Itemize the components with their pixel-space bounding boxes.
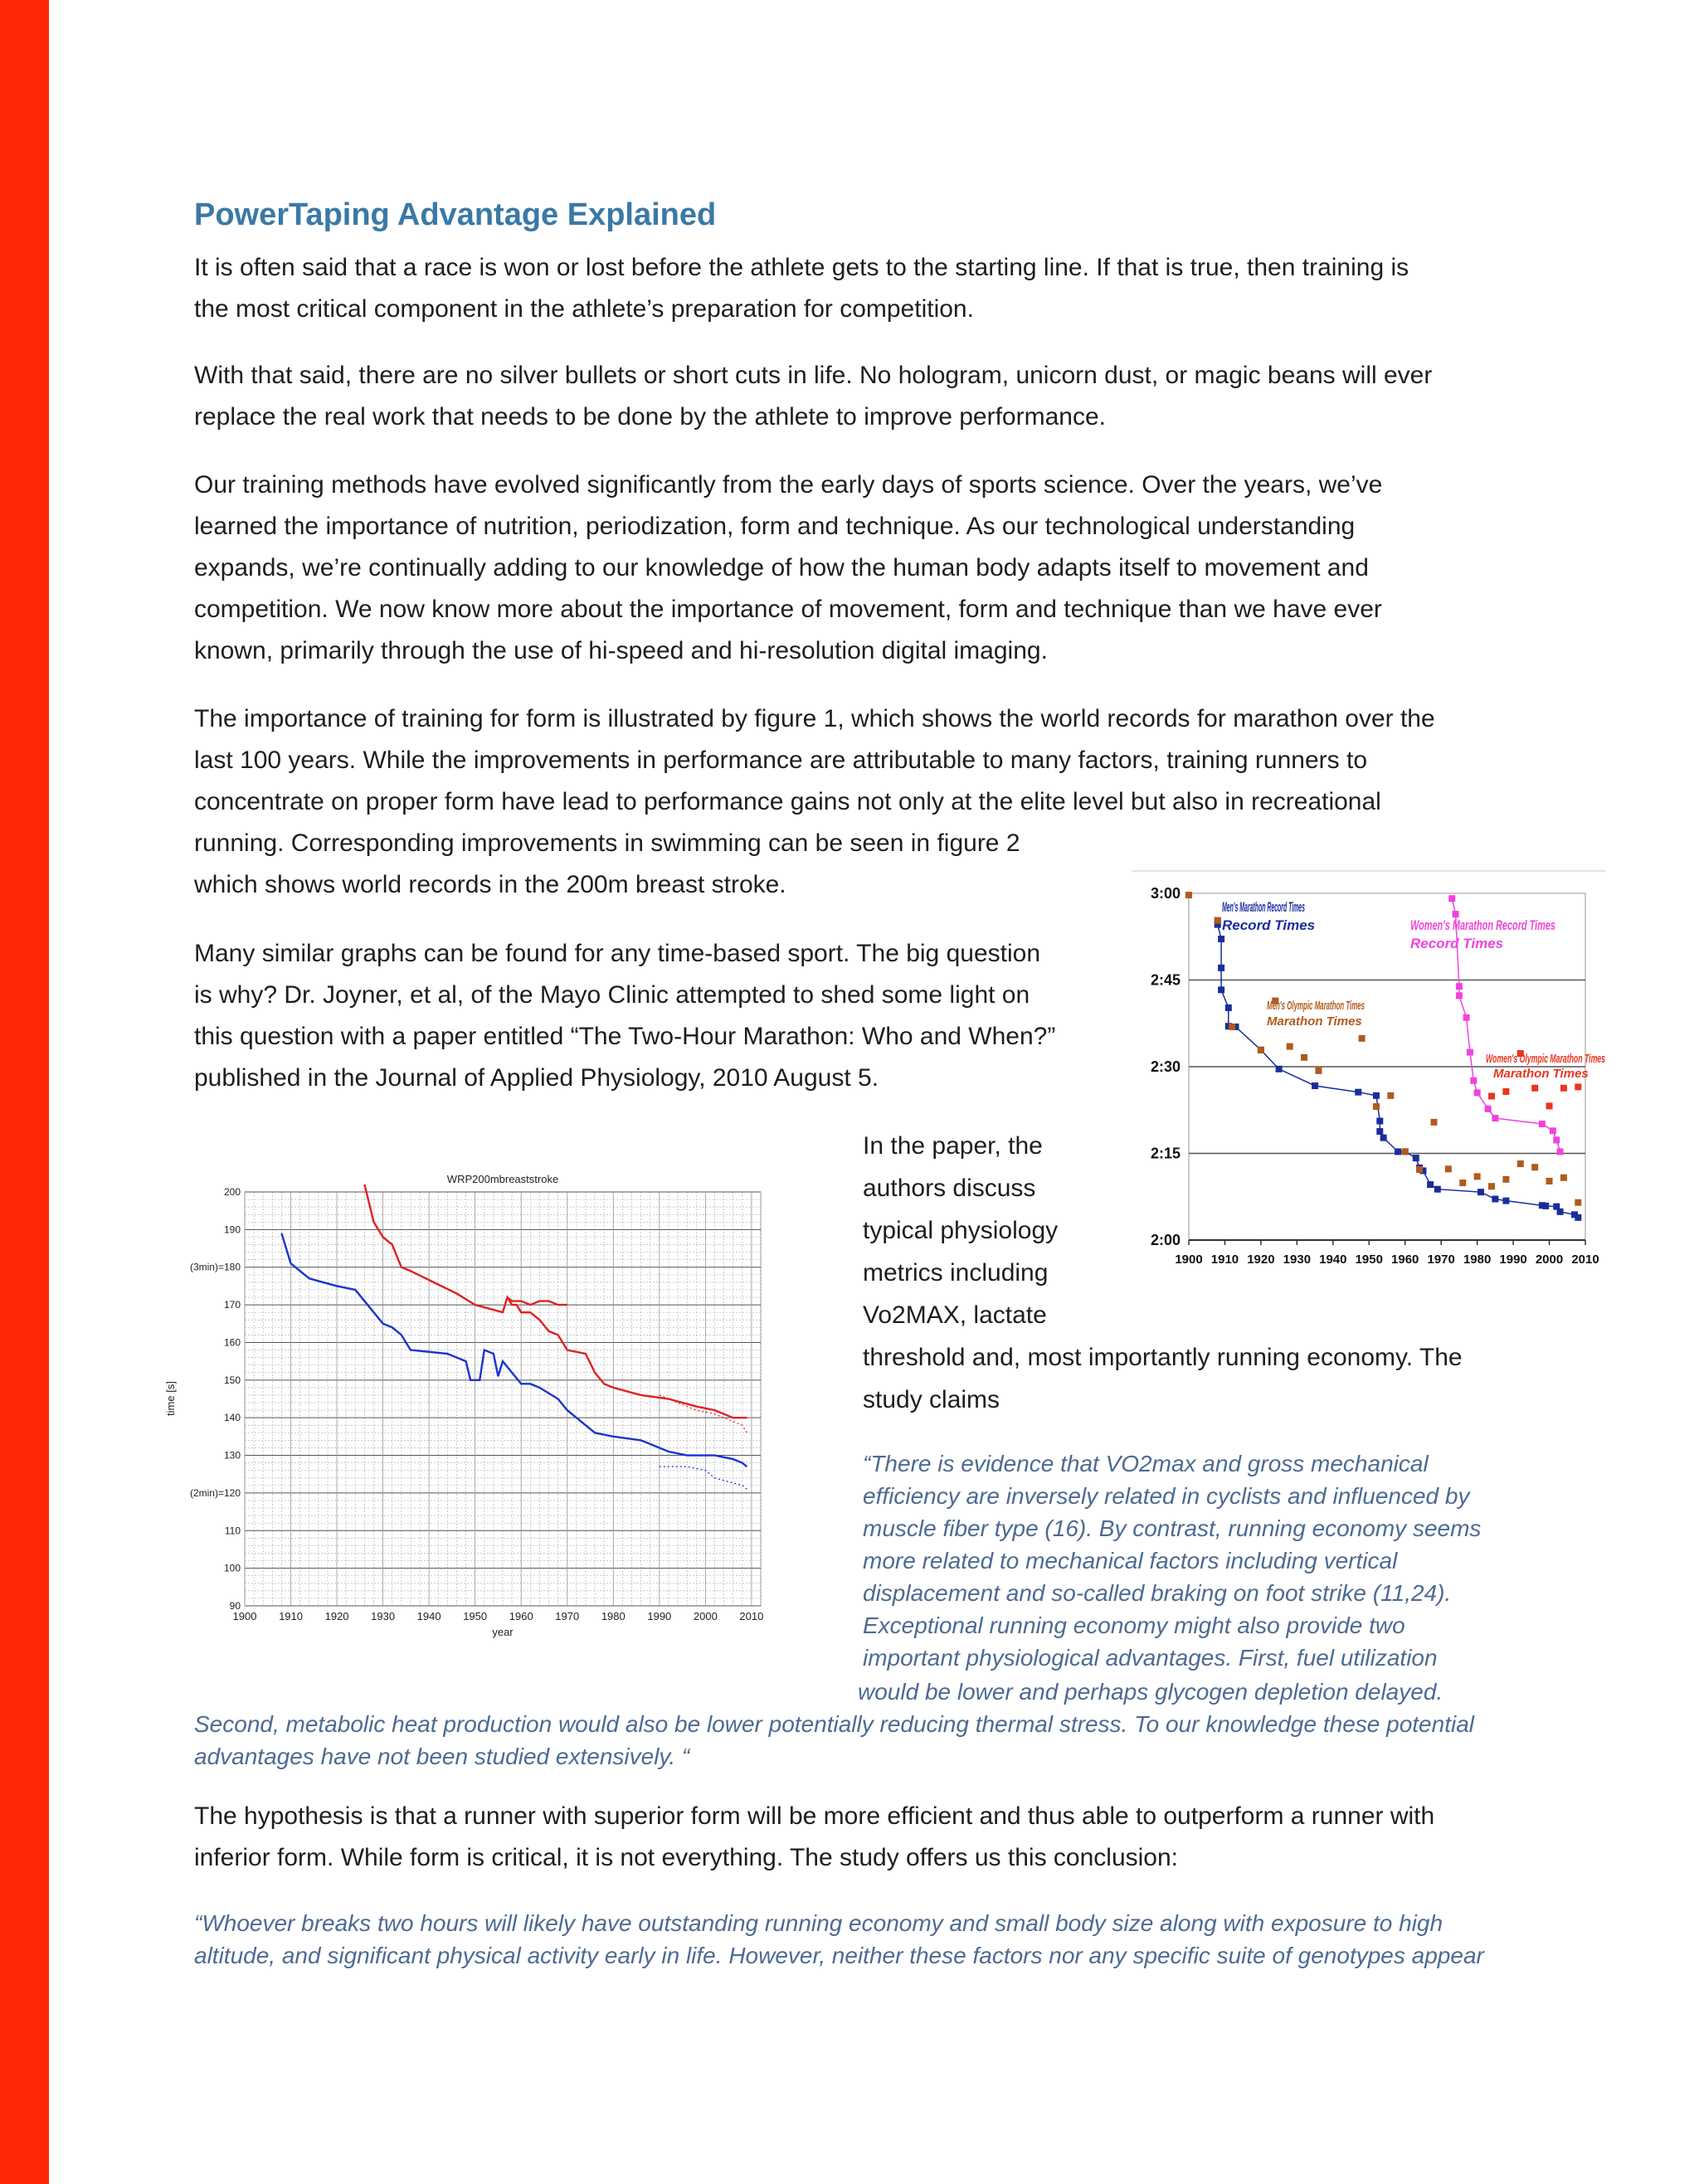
x-tick-label: 1910 bbox=[279, 1610, 303, 1622]
text-line: The hypothesis is that a runner with superior form will be more efficient and thus able to outperform a runner with bbox=[194, 1802, 1435, 1830]
data-point bbox=[1531, 1164, 1538, 1170]
legend-mens-record-l1: Men's Marathon Record Times bbox=[1222, 899, 1305, 915]
text-line: authors discuss bbox=[863, 1175, 1036, 1202]
quote-line: “There is evidence that VO2max and gross mechanical bbox=[863, 1451, 1429, 1476]
legend-womens-record: Women's Marathon Record Times bbox=[1410, 917, 1555, 933]
x-tick-label: 2000 bbox=[693, 1610, 718, 1622]
y-tick-labels bbox=[190, 1186, 241, 1612]
y-tick-label: 2:30 bbox=[1150, 1058, 1181, 1075]
y-tick-label: 100 bbox=[223, 1562, 241, 1574]
quote-line: Second, metabolic heat production would also be lower potentially reducing thermal stress. To our knowledge these potential bbox=[194, 1711, 1474, 1737]
y-tick-label: (3min)=180 bbox=[189, 1261, 241, 1273]
data-point bbox=[1488, 1093, 1495, 1100]
data-point bbox=[1557, 1148, 1564, 1155]
x-tick-label: 1950 bbox=[463, 1610, 488, 1622]
x-tick-label: 1940 bbox=[1319, 1253, 1347, 1267]
data-point bbox=[1413, 1155, 1419, 1161]
text-line: In the paper, the bbox=[863, 1132, 1043, 1160]
x-tick-label: 2010 bbox=[1571, 1253, 1599, 1267]
data-point bbox=[1517, 1160, 1524, 1167]
text-line: metrics including bbox=[863, 1259, 1049, 1287]
x-tick-label: 1990 bbox=[647, 1610, 672, 1622]
x-axis-label: year bbox=[492, 1626, 514, 1638]
data-point bbox=[1463, 1014, 1470, 1021]
data-point bbox=[1492, 1115, 1498, 1121]
data-point bbox=[1387, 1092, 1394, 1099]
y-tick-label: (2min)=120 bbox=[189, 1486, 241, 1499]
data-point bbox=[1373, 1092, 1380, 1099]
data-point bbox=[1502, 1176, 1509, 1183]
data-point bbox=[1456, 992, 1463, 999]
y-tick-labels bbox=[1151, 885, 1181, 1248]
text-line: published in the Journal of Applied Physiology, 2010 August 5. bbox=[194, 1064, 879, 1092]
quote-line: muscle fiber type (16). By contrast, running economy seems bbox=[863, 1515, 1482, 1541]
data-point bbox=[1315, 1068, 1322, 1074]
x-tick-label: 1960 bbox=[509, 1610, 533, 1622]
legend-mens-olympic-l2: Marathon Times bbox=[1267, 1014, 1362, 1029]
legend-womens-record-l2: Record Times bbox=[1410, 936, 1504, 951]
data-point bbox=[1546, 1178, 1553, 1184]
text-line: last 100 years. While the improvements in performance are attributable to many factors, training runners to bbox=[194, 747, 1367, 774]
x-tick-label: 1930 bbox=[1283, 1253, 1312, 1267]
data-point bbox=[1185, 892, 1192, 898]
data-point bbox=[1560, 1175, 1567, 1181]
paragraph-silver-bullets bbox=[194, 355, 1432, 438]
y-axis-label: time [s] bbox=[164, 1381, 177, 1416]
data-point bbox=[1218, 936, 1224, 942]
data-point bbox=[1488, 1183, 1495, 1189]
data-point bbox=[1355, 1089, 1361, 1096]
data-point bbox=[1456, 983, 1463, 990]
data-point bbox=[1575, 1214, 1581, 1221]
data-point bbox=[1215, 917, 1221, 924]
text-line: replace the real work that needs to be done by the athlete to improve performance. bbox=[194, 403, 1106, 430]
x-tick-label: 1940 bbox=[416, 1610, 441, 1622]
data-point bbox=[1258, 1047, 1264, 1053]
x-tick-labels bbox=[1175, 1253, 1599, 1267]
text-line: It is often said that a race is won or lost before the athlete gets to the starting line. If that is true, then training is bbox=[194, 254, 1409, 281]
data-point bbox=[1430, 1119, 1437, 1126]
data-point bbox=[1287, 1043, 1293, 1050]
data-point bbox=[1395, 1148, 1401, 1155]
data-point bbox=[1376, 1128, 1383, 1135]
x-tick-label: 1920 bbox=[324, 1610, 349, 1622]
x-tick-labels bbox=[233, 1610, 764, 1622]
data-point bbox=[1276, 1066, 1283, 1073]
marathon-records-chart bbox=[1132, 867, 1605, 1282]
text-line: typical physiology bbox=[863, 1217, 1059, 1244]
breaststroke-records-chart bbox=[158, 1161, 788, 1659]
quote-line: Exceptional running economy might also provide two bbox=[863, 1612, 1405, 1638]
quote-line: efficiency are inversely related in cyclists and influenced by bbox=[863, 1483, 1470, 1509]
y-tick-label: 2:00 bbox=[1150, 1232, 1181, 1248]
x-tick-label: 1970 bbox=[555, 1610, 580, 1622]
y-tick-label: 2:15 bbox=[1150, 1145, 1181, 1162]
x-tick-label: 1970 bbox=[1427, 1253, 1455, 1267]
text-line: threshold and, most importantly running economy. The bbox=[863, 1344, 1463, 1371]
y-tick-label: 90 bbox=[229, 1600, 241, 1612]
y-tick-label: 2:45 bbox=[1150, 971, 1181, 989]
x-tick-label: 1980 bbox=[1463, 1253, 1492, 1267]
accent-sidebar bbox=[0, 0, 49, 2184]
data-point bbox=[1376, 1117, 1383, 1124]
data-point bbox=[1445, 1165, 1452, 1172]
y-tick-label: 3:00 bbox=[1150, 885, 1181, 902]
text-line: Vo2MAX, lactate bbox=[863, 1301, 1047, 1329]
x-tick-label: 1920 bbox=[1247, 1253, 1275, 1267]
y-tick-label: 160 bbox=[223, 1336, 241, 1349]
text-line: the most critical component in the athlete’s preparation for competition. bbox=[194, 295, 974, 323]
legend-womens-olympic-l2: Marathon Times bbox=[1493, 1067, 1589, 1081]
data-point bbox=[1553, 1136, 1560, 1143]
x-tick-label: 1900 bbox=[1175, 1253, 1203, 1267]
x-tick-label: 1950 bbox=[1355, 1253, 1383, 1267]
data-point bbox=[1542, 1203, 1549, 1209]
legend-mens-olympic: Men's Olympic Marathon Times bbox=[1267, 999, 1365, 1013]
data-point bbox=[1380, 1135, 1387, 1141]
quote-line: would be lower and perhaps glycogen depletion delayed. bbox=[858, 1679, 1443, 1705]
x-tick-label: 2000 bbox=[1535, 1253, 1564, 1267]
data-point bbox=[1402, 1148, 1409, 1155]
data-point bbox=[1531, 1085, 1538, 1092]
data-point bbox=[1301, 1054, 1307, 1061]
data-point bbox=[1434, 1186, 1441, 1193]
data-point bbox=[1359, 1035, 1366, 1042]
data-point bbox=[1575, 1199, 1581, 1206]
x-tick-label: 1900 bbox=[232, 1610, 257, 1622]
data-point bbox=[1373, 1103, 1380, 1110]
data-point bbox=[1470, 1077, 1477, 1084]
x-tick-label: 1990 bbox=[1499, 1253, 1527, 1267]
quote-line: displacement and so-called braking on foot strike (11,24). bbox=[863, 1580, 1452, 1606]
data-point bbox=[1474, 1089, 1481, 1096]
y-tick-label: 130 bbox=[223, 1449, 241, 1462]
data-point bbox=[1557, 1209, 1564, 1215]
data-point bbox=[1474, 1173, 1481, 1180]
data-point bbox=[1225, 1004, 1232, 1011]
quote-line: altitude, and significant physical activity early in life. However, neither these factors nor any specific suite of genotypes appear bbox=[194, 1943, 1484, 1968]
y-tick-label: 140 bbox=[223, 1412, 241, 1424]
text-line: inferior form. While form is critical, it is not everything. The study offers us this conclusion: bbox=[194, 1844, 1178, 1871]
y-tick-label: 110 bbox=[224, 1525, 241, 1537]
data-point bbox=[1550, 1127, 1556, 1134]
data-point bbox=[1492, 1196, 1498, 1203]
text-line: concentrate on proper form have lead to performance gains not only at the elite level but also in recreational bbox=[194, 788, 1381, 815]
x-tick-label: 2010 bbox=[739, 1610, 764, 1622]
conclusion-quote bbox=[194, 1907, 1484, 1972]
text-line: learned the importance of nutrition, periodization, form and technique. As our technological understanding bbox=[194, 513, 1356, 540]
paragraph-hypothesis bbox=[194, 1796, 1434, 1879]
y-tick-label: 170 bbox=[223, 1299, 241, 1311]
data-point bbox=[1502, 1088, 1509, 1095]
data-point bbox=[1448, 895, 1455, 902]
data-point bbox=[1502, 1198, 1509, 1204]
text-line: Our training methods have evolved significantly from the early days of sports science. Over the years, we’ve bbox=[194, 471, 1383, 499]
x-tick-label: 1980 bbox=[601, 1610, 626, 1622]
x-tick-label: 1960 bbox=[1391, 1253, 1419, 1267]
text-line: running. Corresponding improvements in swimming can be seen in figure 2 bbox=[194, 829, 1020, 857]
data-point bbox=[1477, 1189, 1484, 1195]
text-line: known, primarily through the use of hi-speed and hi-resolution digital imaging. bbox=[194, 637, 1048, 664]
text-line: study claims bbox=[863, 1386, 1000, 1413]
quote-line: important physiological advantages. First, fuel utilization bbox=[863, 1645, 1438, 1671]
text-line: Many similar graphs can be found for any time-based sport. The big question bbox=[194, 940, 1040, 967]
paragraph-training-methods bbox=[194, 465, 1382, 672]
text-line: The importance of training for form is illustrated by figure 1, which shows the world records for marathon over the bbox=[194, 705, 1435, 732]
data-point bbox=[1218, 965, 1224, 971]
data-point bbox=[1427, 1181, 1434, 1188]
text-line: this question with a paper entitled “The Two-Hour Marathon: Who and When?” bbox=[194, 1023, 1056, 1050]
text-line: expands, we’re continually adding to our knowledge of how the human body adapts itself to movement and bbox=[194, 554, 1369, 581]
quote-line: advantages have not been studied extensively. “ bbox=[194, 1744, 690, 1769]
x-tick-label: 1930 bbox=[371, 1610, 396, 1622]
text-line: which shows world records in the 200m breast stroke. bbox=[194, 871, 786, 898]
data-point bbox=[1485, 1106, 1492, 1112]
data-point bbox=[1218, 986, 1224, 993]
quote-line: “Whoever breaks two hours will likely have outstanding running economy and small body size along with exposure to high bbox=[194, 1910, 1443, 1936]
legend-mens-record-l2: Record Times bbox=[1222, 917, 1316, 933]
data-point bbox=[1546, 1102, 1553, 1109]
chart-title: WRP200mbreaststroke bbox=[446, 1173, 559, 1185]
y-tick-label: 200 bbox=[223, 1186, 241, 1198]
quote-line: more related to mechanical factors including vertical bbox=[863, 1548, 1398, 1574]
text-line: competition. We now know more about the importance of movement, form and technique than we have ever bbox=[194, 596, 1382, 623]
legend-womens-olympic: Women's Olympic Marathon Times bbox=[1486, 1052, 1605, 1066]
data-point bbox=[1416, 1166, 1423, 1173]
paragraph-big-question bbox=[194, 933, 1055, 1099]
data-point bbox=[1453, 911, 1459, 917]
data-point bbox=[1575, 1083, 1581, 1090]
text-line: is why? Dr. Joyner, et al, of the Mayo Clinic attempted to shed some light on bbox=[194, 981, 1030, 1009]
data-point bbox=[1467, 1049, 1473, 1056]
page-title: PowerTaping Advantage Explained bbox=[194, 197, 717, 232]
data-point bbox=[1459, 1180, 1466, 1186]
text-line: With that said, there are no silver bullets or short cuts in life. No hologram, unicorn dust, or magic beans will ever bbox=[194, 362, 1433, 389]
y-tick-label: 150 bbox=[223, 1374, 241, 1386]
data-point bbox=[1560, 1085, 1567, 1092]
data-point bbox=[1312, 1082, 1318, 1089]
data-point bbox=[1229, 1024, 1235, 1030]
x-tick-label: 1910 bbox=[1210, 1253, 1239, 1267]
y-tick-label: 190 bbox=[223, 1223, 241, 1236]
paragraph-intro bbox=[194, 247, 1409, 330]
data-point bbox=[1539, 1121, 1546, 1127]
